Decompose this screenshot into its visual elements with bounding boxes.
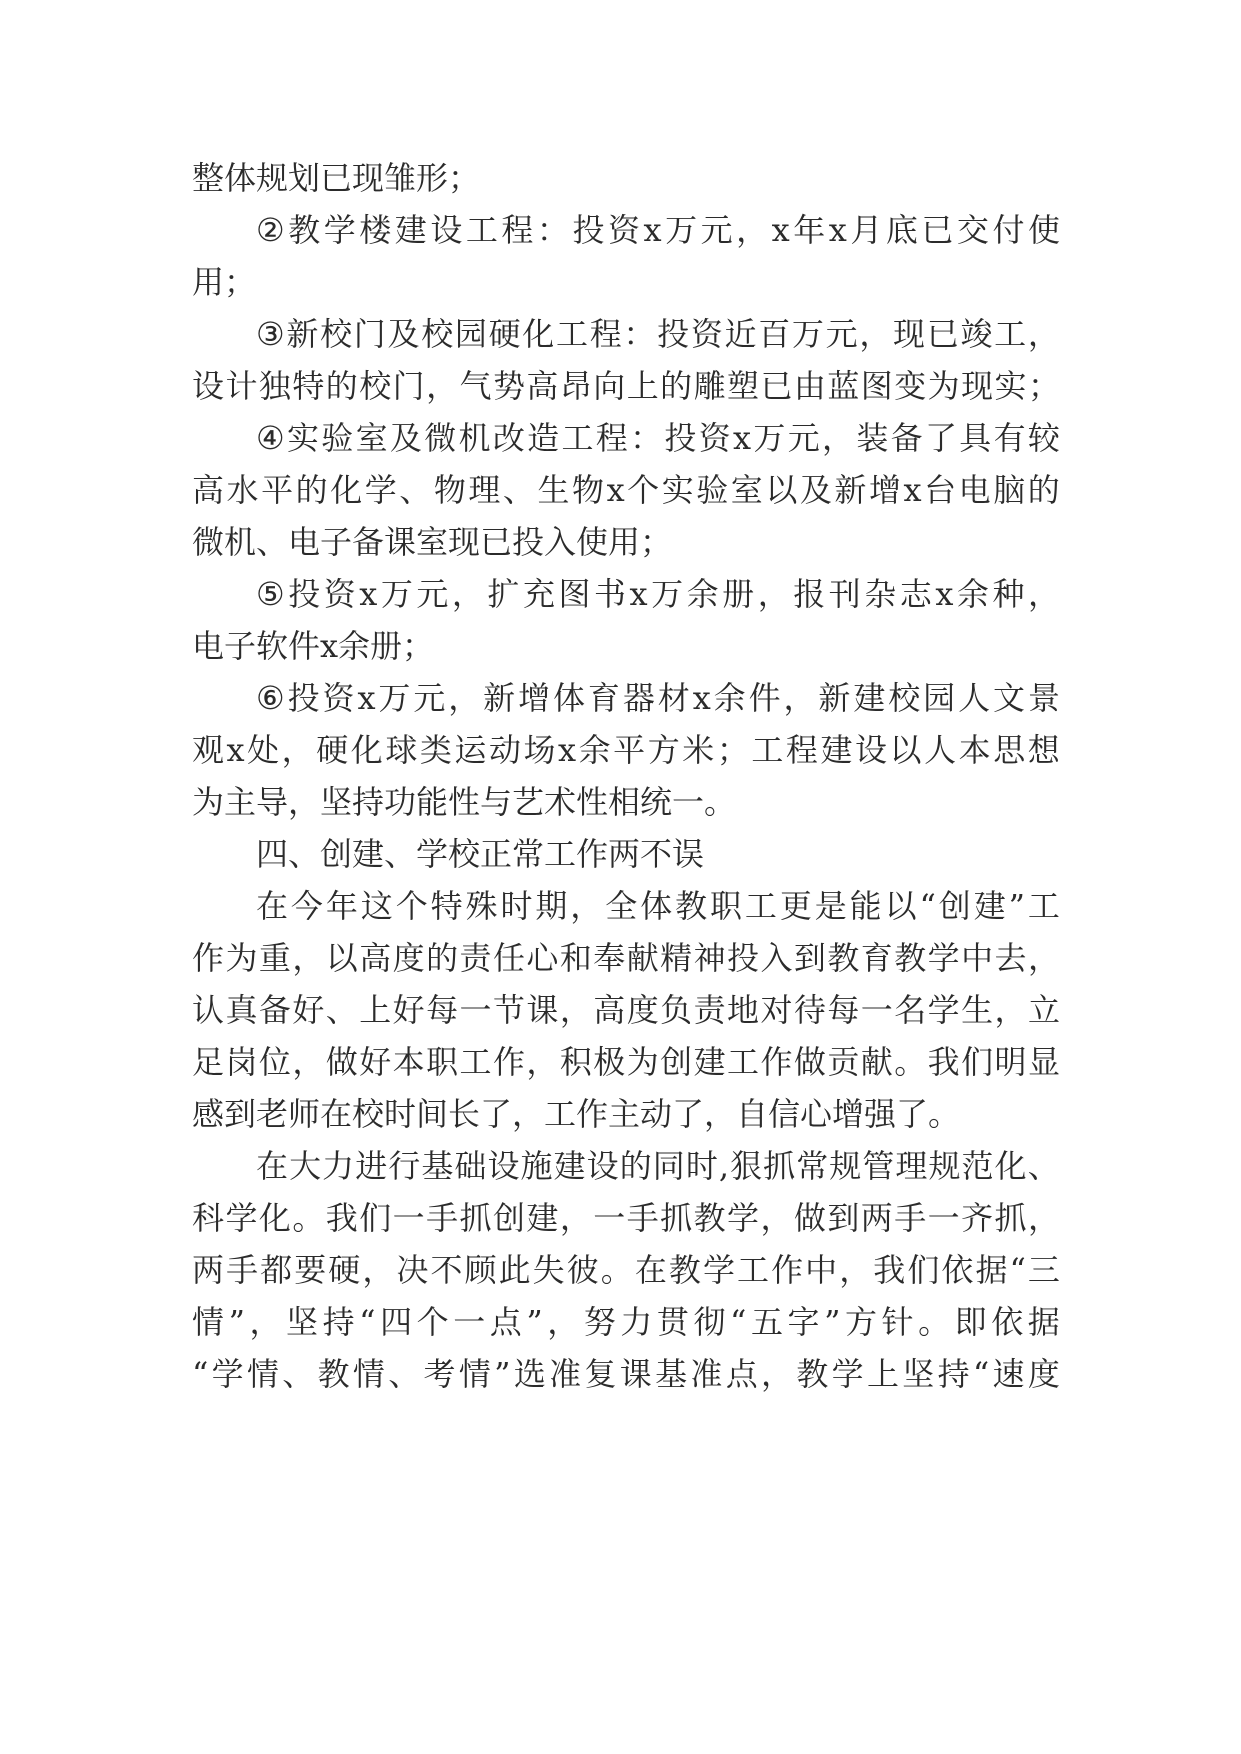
text-line: 设 计 独 特 的 校 门 ， 气 势 高 昂 向 上 的 雕 塑 已 由 蓝 图 变 为 现 实 ； [192,367,1060,405]
text-line: ⑤ 投 资 x 万 元 ， 扩 充 图 书 x 万 余 册 ， 报 刊 杂 志 x 余 种 ， [256,575,1060,613]
text-line: 电子软件x余册； [192,627,435,665]
text-line: 感到老师在校时间长了，工作主动了，自信心增强了。 [192,1095,961,1133]
text-line: 整体规划已现雏形； [192,159,481,197]
text-line: 足 岗 位 ， 做 好 本 职 工 作 ， 积 极 为 创 建 工 作 做 贡 献 。 我 们 明 显 [192,1043,1060,1081]
text-line: 科 学 化 。 我 们 一 手 抓 创 建 ， 一 手 抓 教 学 ， 做 到 两 手 一 齐 抓 ， [192,1199,1060,1237]
text-line: 作 为 重 ， 以 高 度 的 责 任 心 和 奉 献 精 神 投 入 到 教 育 教 学 中 去 ， [192,939,1060,977]
section-heading: 四、创建、学校正常工作两不误 [256,835,705,873]
text-line: 两 手 都 要 硬 ， 决 不 顾 此 失 彼 。 在 教 学 工 作 中 ， 我 们 依 据 “ 三 [192,1251,1060,1289]
text-line: 在 今 年 这 个 特 殊 时 期 ， 全 体 教 职 工 更 是 能 以 “ 创 建 ” 工 [256,887,1060,925]
text-line: 在 大 力 进 行 基 础 设 施 建 设 的 同 时 , 狠 抓 常 规 管 理 规 范 化 、 [256,1147,1060,1185]
text-line: ④ 实 验 室 及 微 机 改 造 工 程 ： 投 资 x 万 元 ， 装 备 了 具 有 较 [256,419,1060,457]
text-line: “ 学 情 、 教 情 、 考 情 ” 选 准 复 课 基 准 点 ， 教 学 上 坚 持 “ 速 度 [192,1355,1060,1393]
text-line: 微机、电子备课室现已投入使用； [192,523,673,561]
text-line: 高 水 平 的 化 学 、 物 理 、 生 物 x 个 实 验 室 以 及 新 增 x 台 电 脑 的 [192,471,1060,509]
text-line: 为主导，坚持功能性与艺术性相统一。 [192,783,737,821]
text-line: ③ 新 校 门 及 校 园 硬 化 工 程 ： 投 资 近 百 万 元 ， 现 已 竣 工 ， [256,315,1060,353]
text-line: 观 x 处 ， 硬 化 球 类 运 动 场 x 余 平 方 米 ； 工 程 建 设 以 人 本 思 想 [192,731,1060,769]
text-line: 认 真 备 好 、 上 好 每 一 节 课 ， 高 度 负 责 地 对 待 每 一 名 学 生 ， 立 [192,991,1060,1029]
text-line: 情 ” ， 坚 持 “ 四 个 一 点 ” ， 努 力 贯 彻 “ 五 字 ” 方 针 。 即 依 据 [192,1303,1060,1341]
text-line: ② 教 学 楼 建 设 工 程 ： 投 资 x 万 元 ， x 年 x 月 底 已 交 付 使 [256,211,1060,249]
text-line: ⑥ 投 资 x 万 元 ， 新 增 体 育 器 材 x 余 件 ， 新 建 校 园 人 文 景 [256,679,1060,717]
text-line: 用； [192,263,257,301]
